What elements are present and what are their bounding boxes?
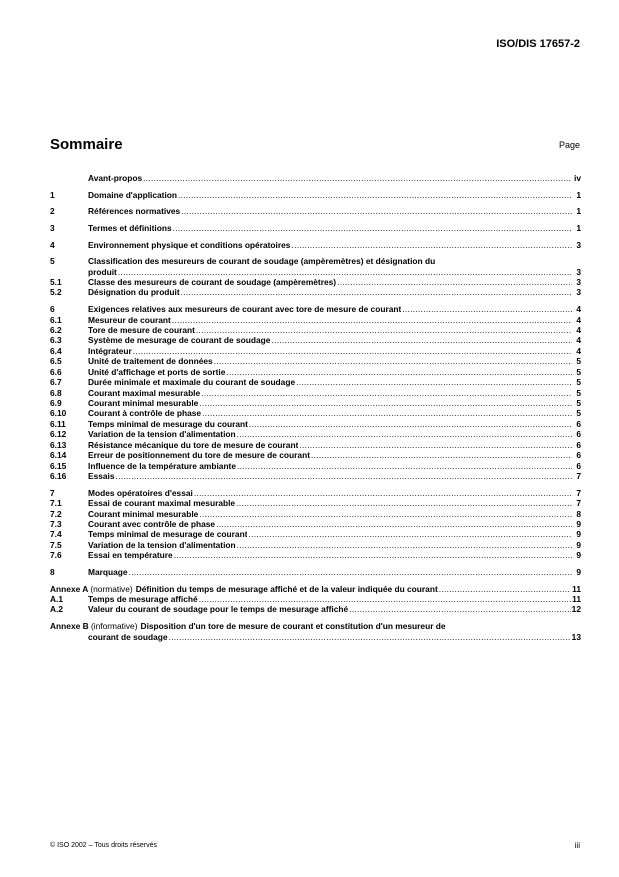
toc-dot-leader	[143, 173, 572, 183]
toc-entry[interactable]	[50, 367, 581, 377]
toc-entry-number: 5.2	[50, 287, 62, 298]
toc-entry-number: 6.4	[50, 345, 62, 356]
toc-entry-page: 6	[576, 439, 581, 450]
toc-dot-leader	[199, 594, 571, 604]
toc-entry-title: Variation de la tension d'alimentation	[88, 429, 236, 440]
toc-entry[interactable]	[50, 488, 581, 498]
toc-dot-leader	[349, 604, 571, 614]
toc-entry[interactable]	[50, 584, 581, 594]
toc-entry-title: Courant à contrôle de phase	[88, 408, 202, 419]
toc-entry-title: Modes opératoires d'essai	[88, 487, 193, 498]
toc-entry-title: Durée minimale et maximale du courant de soudage	[88, 377, 296, 388]
toc-entry-page: 3	[576, 287, 581, 298]
toc-entry[interactable]	[50, 540, 581, 550]
toc-entry-page: 12	[571, 604, 581, 615]
toc-entry-title: Définition du temps de mesurage affiché et de la valeur indiquée du courant	[135, 583, 438, 594]
toc-dot-leader	[202, 408, 572, 418]
toc-entry-number: 6.3	[50, 335, 62, 346]
toc-entry-number: 5.1	[50, 277, 62, 287]
toc-entry-title: Désignation du produit	[88, 287, 180, 298]
toc-entry-page: 5	[576, 377, 581, 388]
toc-dot-leader	[118, 267, 572, 277]
toc-dot-leader	[181, 206, 572, 216]
toc-entry-page: 4	[576, 345, 581, 356]
toc-entry-page: 4	[576, 324, 581, 335]
toc-entry-number: Annexe A	[50, 583, 89, 594]
toc-entry-title: Références normatives	[88, 206, 181, 217]
toc-dot-leader	[291, 240, 572, 250]
toc-entry-title: Temps de mesurage affiché	[88, 594, 198, 604]
toc-entry-number: 4	[50, 239, 55, 250]
toc-entry[interactable]	[50, 325, 581, 335]
toc-entry-page: 1	[576, 189, 581, 200]
toc-entry-number: 6	[50, 304, 55, 315]
toc-entry-number: A.1	[50, 594, 64, 604]
toc-entry-page: 5	[576, 398, 581, 408]
toc-entry-number: 6.14	[50, 450, 67, 461]
toc-entry-page: 9	[576, 550, 581, 561]
toc-entry-page: 7	[576, 498, 581, 509]
toc-entry[interactable]	[50, 173, 581, 183]
toc-annex-label	[50, 584, 136, 594]
copyright-footer: © ISO 2002 – Tous droits réservés	[50, 842, 157, 849]
toc-entry-title: Temps minimal de mesurage du courant	[88, 418, 248, 429]
toc-entry-page: 9	[576, 519, 581, 529]
toc-entry-title: Tore de mesure de courant	[88, 324, 195, 335]
toc-entry-page: 7	[576, 487, 581, 498]
toc-entry-page: iv	[574, 173, 581, 183]
toc-entry[interactable]	[50, 498, 581, 508]
toc-entry[interactable]	[50, 398, 581, 408]
toc-entry[interactable]	[50, 471, 581, 481]
toc-dot-leader	[226, 367, 572, 377]
toc-dot-leader	[236, 498, 572, 508]
toc-entry[interactable]	[50, 519, 581, 529]
toc-entry-title: Unité de traitement de données	[88, 356, 213, 367]
toc-entry-title: Unité d'affichage et ports de sortie	[88, 366, 226, 377]
toc-entry-page: 8	[576, 508, 581, 519]
toc-entry[interactable]	[50, 567, 581, 577]
toc-entry-number: 7	[50, 487, 55, 498]
toc-entry-number: 6.6	[50, 366, 62, 377]
toc-entry-title: Domaine d'application	[88, 189, 178, 200]
toc-annex-category: (normative)	[90, 583, 133, 594]
toc-entry[interactable]	[50, 604, 581, 614]
toc-entry-title: Environnement physique et conditions opératoires	[88, 239, 291, 250]
toc-entry-page: 11	[572, 594, 581, 604]
toc-entry-page: 6	[576, 429, 581, 440]
page-title: Sommaire	[50, 136, 123, 153]
toc-entry[interactable]	[50, 408, 581, 418]
toc-dot-leader	[178, 190, 572, 200]
toc-entry[interactable]	[50, 223, 581, 233]
toc-dot-leader	[116, 471, 572, 481]
toc-entry-number: 7.2	[50, 508, 62, 519]
toc-dot-leader	[129, 567, 572, 577]
toc-entry-page: 5	[576, 408, 581, 419]
toc-dot-leader	[311, 450, 572, 460]
toc-entry-title: Classification des mesureurs de courant de soudage (ampèremètres) et désignation du	[88, 256, 436, 267]
toc-entry-page: 9	[576, 529, 581, 540]
toc-entry-number: 6.7	[50, 377, 62, 388]
toc-entry-number: A.2	[50, 604, 64, 615]
toc-entry-title: Disposition d'un tore de mesure de courant et constitution d'un mesureur de	[140, 621, 446, 632]
toc-entry-title: Avant-propos	[88, 173, 143, 183]
toc-entry-title: Système de mesurage de courant de soudage	[88, 335, 271, 346]
toc-entry-page: 5	[576, 356, 581, 367]
toc-entry-title: Essai en température	[88, 550, 173, 561]
toc-entry-page: 3	[576, 266, 581, 277]
toc-entry-page: 6	[576, 418, 581, 429]
toc-entry-number: 6.13	[50, 439, 67, 450]
toc-entry-number: 2	[50, 206, 55, 217]
toc-entry-number: 6.15	[50, 460, 67, 471]
toc-entry-number: 6.10	[50, 408, 67, 419]
toc-dot-leader	[237, 461, 572, 471]
toc-entry[interactable]	[50, 440, 581, 450]
toc-dot-leader	[199, 398, 572, 408]
toc-entry[interactable]	[50, 356, 581, 366]
toc-entry-title: Termes et définitions	[88, 222, 172, 233]
toc-entry-title: Valeur du courant de soudage pour le temps de mesurage affiché	[88, 604, 349, 615]
toc-entry-number: 7.5	[50, 539, 62, 550]
page-column-label: Page	[558, 140, 580, 150]
toc-dot-leader	[337, 277, 572, 287]
toc-entry-number: 7.3	[50, 519, 62, 529]
toc-entry-title: Intégrateur	[88, 345, 132, 356]
toc-dot-leader	[299, 440, 572, 450]
toc-entry-number: 6.9	[50, 398, 62, 408]
toc-entry[interactable]	[50, 529, 581, 539]
toc-entry[interactable]	[50, 287, 581, 297]
toc-dot-leader	[173, 223, 572, 233]
toc-entry-number: Annexe B	[50, 621, 89, 632]
toc-dot-leader	[194, 488, 572, 498]
toc-annex-label	[50, 621, 141, 631]
toc-entry[interactable]	[50, 240, 581, 250]
toc-entry[interactable]	[50, 277, 581, 287]
toc-entry-number: 6.5	[50, 356, 62, 367]
toc-entry[interactable]	[50, 388, 581, 398]
toc-entry[interactable]	[50, 550, 581, 560]
toc-entry[interactable]	[50, 429, 581, 439]
toc-entry[interactable]	[50, 594, 581, 604]
toc-dot-leader	[248, 529, 572, 539]
toc-entry-page: 4	[576, 314, 581, 325]
toc-entry[interactable]	[50, 256, 581, 266]
toc-entry-title: Classe des mesureurs de courant de soudage (ampèremètres)	[88, 277, 337, 287]
toc-entry-page: 6	[576, 460, 581, 471]
toc-entry-title: Variation de la tension d'alimentation	[88, 539, 236, 550]
toc-entry-title-continued: produit	[88, 266, 117, 277]
toc-dot-leader	[216, 519, 572, 529]
toc-entry-page: 1	[576, 206, 581, 217]
toc-entry-number: 8	[50, 566, 55, 577]
toc-entry-title: Mesureur de courant	[88, 314, 171, 325]
toc-dot-leader	[237, 429, 572, 439]
toc-dot-leader	[237, 540, 572, 550]
toc-entry-page: 4	[576, 304, 581, 315]
toc-entry-page: 3	[576, 277, 581, 287]
toc-dot-leader	[249, 419, 572, 429]
toc-entry[interactable]	[50, 315, 581, 325]
toc-entry-page: 6	[576, 450, 581, 461]
toc-entry[interactable]	[50, 621, 581, 631]
toc-dot-leader	[172, 315, 572, 325]
toc-entry-title: Temps minimal de mesurage de courant	[88, 529, 248, 540]
toc-entry[interactable]	[50, 206, 581, 216]
toc-entry-title: Essai de courant maximal mesurable	[88, 498, 236, 509]
toc-entry-page: 9	[576, 566, 581, 577]
toc-entry-page: 1	[576, 222, 581, 233]
toc-entry-number: 3	[50, 222, 55, 233]
toc-entry-page: 11	[572, 583, 581, 594]
toc-entry-title-continued: courant de soudage	[88, 631, 168, 642]
toc-entry-title: Courant minimal mesurable	[88, 508, 199, 519]
toc-entry-page: 5	[576, 366, 581, 377]
toc-entry-number: 7.1	[50, 498, 62, 509]
toc-entry-number: 7.4	[50, 529, 62, 540]
toc-entry[interactable]	[50, 335, 581, 345]
document-id: ISO/DIS 17657-2	[496, 38, 580, 50]
toc-entry-title: Marquage	[88, 566, 128, 577]
toc-dot-leader	[133, 346, 572, 356]
toc-entry-page: 4	[576, 335, 581, 346]
toc-dot-leader	[402, 304, 572, 314]
toc-entry-continuation[interactable]	[50, 267, 581, 277]
toc-dot-leader	[196, 325, 572, 335]
page-number: iii	[574, 841, 580, 850]
toc-entry[interactable]	[50, 461, 581, 471]
toc-entry-page: 3	[576, 239, 581, 250]
toc-entry-number: 6.2	[50, 324, 62, 335]
toc-entry[interactable]	[50, 190, 581, 200]
toc-entry-number: 7.6	[50, 550, 62, 561]
toc-entry-number: 5	[50, 256, 55, 267]
toc-entry-number: 6.16	[50, 471, 67, 482]
toc-entry-title: Courant maximal mesurable	[88, 387, 201, 398]
toc-entry-title: Résistance mécanique du tore de mesure de courant	[88, 439, 299, 450]
toc-entry-page: 7	[576, 471, 581, 482]
toc-dot-leader	[199, 509, 572, 519]
toc-entry-title: Courant minimal mesurable	[88, 398, 199, 408]
toc-dot-leader	[181, 287, 572, 297]
toc-entry[interactable]	[50, 304, 581, 314]
table-of-contents	[50, 173, 581, 642]
toc-entry-page: 9	[576, 539, 581, 550]
toc-entry[interactable]	[50, 377, 581, 387]
toc-entry-page: 13	[571, 631, 581, 642]
toc-entry-title: Courant avec contrôle de phase	[88, 519, 216, 529]
toc-entry[interactable]	[50, 419, 581, 429]
toc-dot-leader	[214, 356, 572, 366]
toc-dot-leader	[174, 550, 572, 560]
toc-dot-leader	[169, 632, 571, 642]
toc-entry-number: 1	[50, 189, 55, 200]
toc-entry-number: 6.8	[50, 387, 62, 398]
toc-entry[interactable]	[50, 509, 581, 519]
toc-dot-leader	[439, 584, 571, 594]
toc-dot-leader	[201, 388, 572, 398]
toc-entry-page: 5	[576, 387, 581, 398]
toc-entry-title: Erreur de positionnement du tore de mesure de courant	[88, 450, 310, 461]
toc-dot-leader	[296, 377, 572, 387]
toc-entry-title: Influence de la température ambiante	[88, 460, 237, 471]
toc-entry[interactable]	[50, 346, 581, 356]
toc-entry-title: Exigences relatives aux mesureurs de courant avec tore de mesure de courant	[88, 304, 402, 315]
toc-entry-number: 6.11	[50, 418, 66, 429]
toc-entry[interactable]	[50, 450, 581, 460]
toc-annex-category: (informative)	[90, 621, 138, 632]
toc-entry-number: 6.1	[50, 314, 62, 325]
toc-dot-leader	[271, 335, 572, 345]
toc-entry-title: Essais	[88, 471, 115, 482]
toc-entry-number: 6.12	[50, 429, 67, 440]
toc-entry-continuation[interactable]	[50, 632, 581, 642]
